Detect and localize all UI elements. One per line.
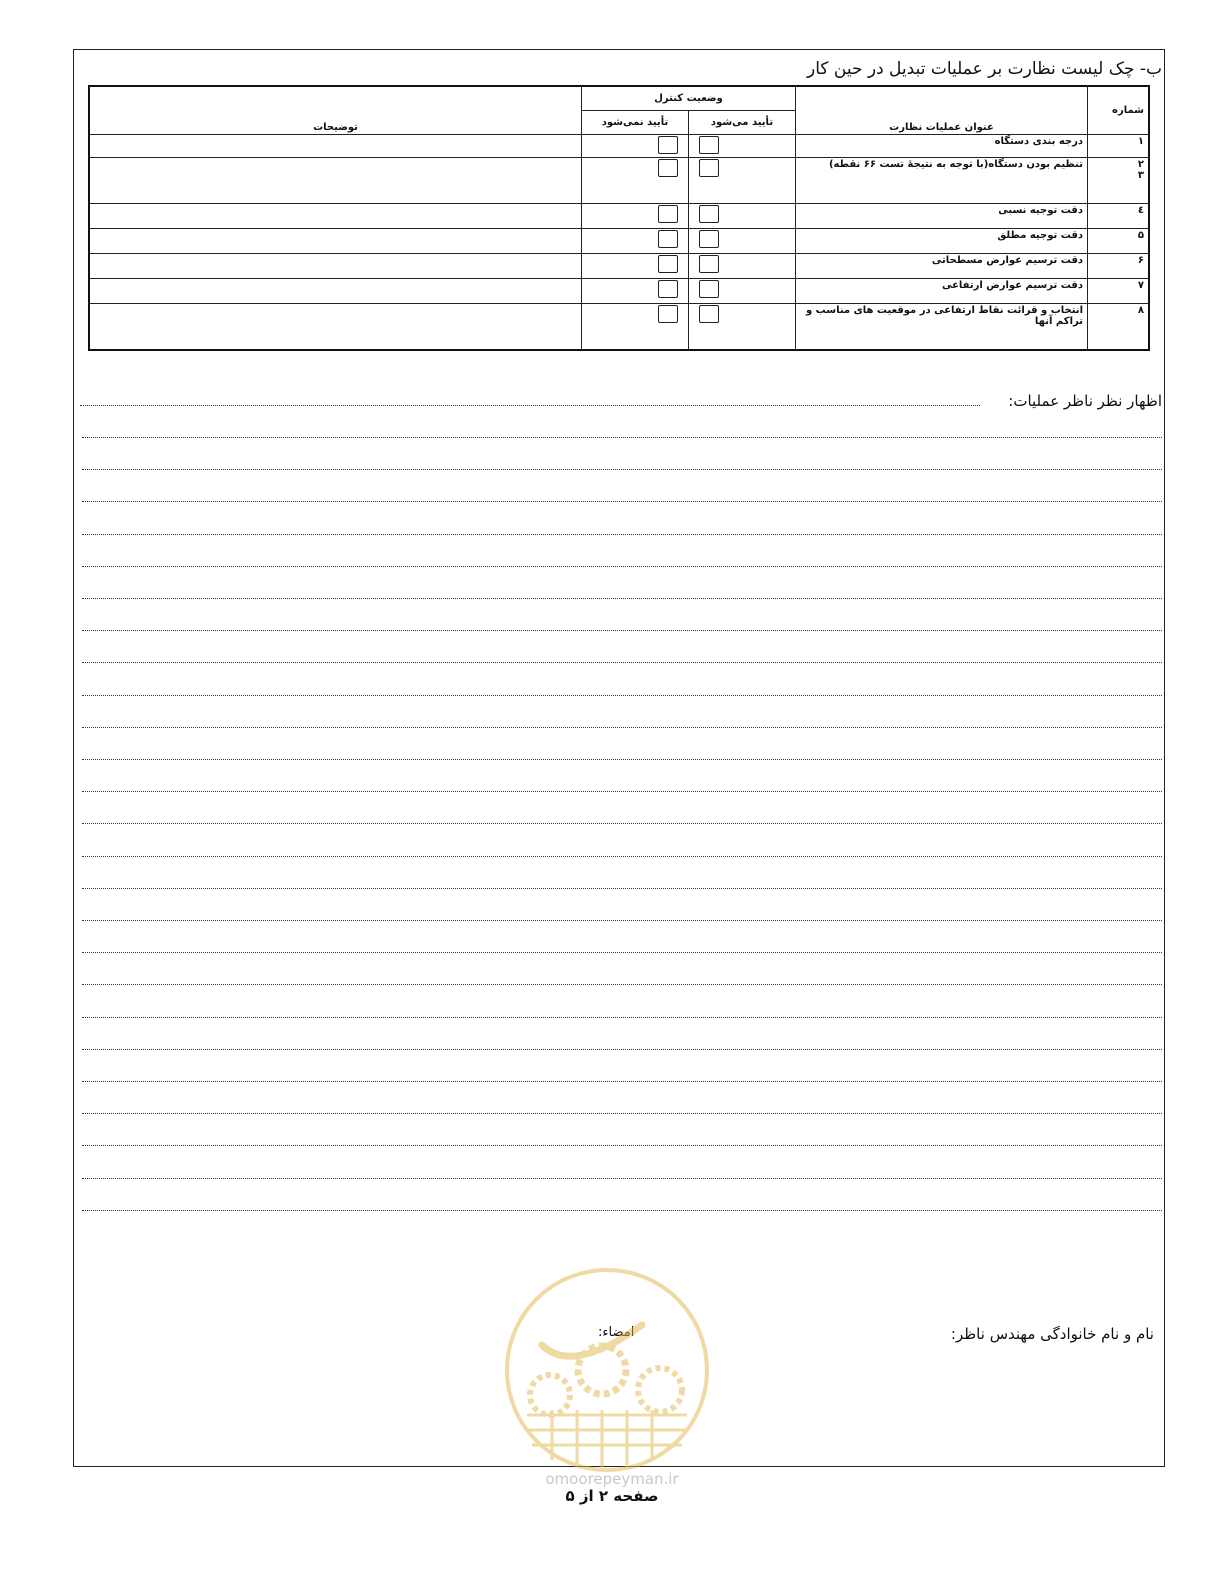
row-title: دقت توجیه مطلق bbox=[796, 229, 1088, 254]
approved-cell bbox=[689, 229, 796, 254]
row-number: ۵ bbox=[1088, 229, 1150, 254]
not-approved-checkbox[interactable] bbox=[658, 255, 678, 273]
row-number: ۷ bbox=[1088, 279, 1150, 304]
col-ok-header: تأیید می‌شود bbox=[689, 111, 796, 135]
writing-line[interactable] bbox=[82, 791, 1162, 792]
writing-line[interactable] bbox=[82, 856, 1162, 857]
writing-line[interactable] bbox=[82, 1145, 1162, 1146]
row-description[interactable] bbox=[89, 304, 582, 350]
not-approved-checkbox[interactable] bbox=[658, 205, 678, 223]
table-row bbox=[89, 204, 1149, 229]
opinion-first-line[interactable] bbox=[80, 405, 980, 406]
table-row bbox=[89, 279, 1149, 304]
writing-line[interactable] bbox=[82, 630, 1162, 631]
writing-line[interactable] bbox=[82, 1113, 1162, 1114]
approved-checkbox[interactable] bbox=[699, 305, 719, 323]
row-title: درجه بندی دستگاه bbox=[796, 135, 1088, 158]
engineer-name-label: نام و نام خانوادگی مهندس ناظر: bbox=[950, 1325, 1154, 1343]
approved-cell bbox=[689, 135, 796, 158]
table-row bbox=[89, 135, 1149, 158]
company-stamp-logo bbox=[502, 1265, 712, 1475]
not-approved-cell bbox=[582, 158, 689, 204]
writing-line[interactable] bbox=[82, 1210, 1162, 1211]
row-title: دقت ترسیم عوارض ارتفاعی bbox=[796, 279, 1088, 304]
not-approved-checkbox[interactable] bbox=[658, 159, 678, 177]
table-row bbox=[89, 158, 1149, 204]
row-number: ۶ bbox=[1088, 254, 1150, 279]
approved-checkbox[interactable] bbox=[699, 255, 719, 273]
writing-line[interactable] bbox=[82, 1017, 1162, 1018]
row-title: دقت توجیه نسبی bbox=[796, 204, 1088, 229]
approved-cell bbox=[689, 204, 796, 229]
row-number: ٤ bbox=[1088, 204, 1150, 229]
approved-cell bbox=[689, 279, 796, 304]
not-approved-cell bbox=[582, 229, 689, 254]
row-description[interactable] bbox=[89, 204, 582, 229]
col-desc-header: توضیحات bbox=[89, 86, 582, 135]
approved-checkbox[interactable] bbox=[699, 136, 719, 154]
row-title: انتخاب و قرائت نقاط ارتفاعی در موقعیت های مناسب و تراکم آنها bbox=[796, 304, 1088, 350]
opinion-label: اظهار نظر ناظر عملیات: bbox=[1008, 392, 1162, 410]
row-description[interactable] bbox=[89, 279, 582, 304]
writing-line[interactable] bbox=[82, 695, 1162, 696]
row-description[interactable] bbox=[89, 135, 582, 158]
row-number: ۱ bbox=[1088, 135, 1150, 158]
signature-label: امضاء: bbox=[598, 1325, 635, 1340]
writing-line[interactable] bbox=[82, 469, 1162, 470]
writing-line[interactable] bbox=[82, 662, 1162, 663]
col-number-header: شماره bbox=[1088, 86, 1150, 135]
col-status-header: وضعیت کنترل bbox=[582, 86, 796, 111]
writing-line[interactable] bbox=[82, 534, 1162, 535]
writing-line[interactable] bbox=[82, 1178, 1162, 1179]
writing-line[interactable] bbox=[82, 984, 1162, 985]
approved-checkbox[interactable] bbox=[699, 205, 719, 223]
not-approved-checkbox[interactable] bbox=[658, 280, 678, 298]
table-row bbox=[89, 304, 1149, 350]
writing-line[interactable] bbox=[82, 888, 1162, 889]
writing-line[interactable] bbox=[82, 501, 1162, 502]
row-title: دقت ترسیم عوارض مسطحاتی bbox=[796, 254, 1088, 279]
writing-line[interactable] bbox=[82, 823, 1162, 824]
approved-cell bbox=[689, 158, 796, 204]
not-approved-cell bbox=[582, 304, 689, 350]
writing-line[interactable] bbox=[82, 598, 1162, 599]
approved-cell bbox=[689, 254, 796, 279]
not-approved-checkbox[interactable] bbox=[658, 230, 678, 248]
not-approved-cell bbox=[582, 254, 689, 279]
section-title: ب- چک لیست نظارت بر عملیات تبدیل در حین کار bbox=[807, 59, 1162, 79]
writing-line[interactable] bbox=[82, 566, 1162, 567]
approved-cell bbox=[689, 304, 796, 350]
approved-checkbox[interactable] bbox=[699, 230, 719, 248]
approved-checkbox[interactable] bbox=[699, 159, 719, 177]
watermark-url: omoorepeyman.ir bbox=[545, 1470, 679, 1488]
table-row bbox=[89, 229, 1149, 254]
row-description[interactable] bbox=[89, 229, 582, 254]
table-header-row bbox=[89, 86, 1149, 111]
approved-checkbox[interactable] bbox=[699, 280, 719, 298]
writing-line[interactable] bbox=[82, 920, 1162, 921]
writing-line[interactable] bbox=[82, 1081, 1162, 1082]
not-approved-cell bbox=[582, 204, 689, 229]
col-title-header: عنوان عملیات نظارت bbox=[796, 86, 1088, 135]
row-number: ۲ ۳ bbox=[1088, 158, 1150, 204]
page-number-footer: صفحه ۲ از ۵ bbox=[565, 1487, 659, 1505]
row-description[interactable] bbox=[89, 158, 582, 204]
row-description[interactable] bbox=[89, 254, 582, 279]
col-not-ok-header: تأیید نمی‌شود bbox=[582, 111, 689, 135]
row-number: ۸ bbox=[1088, 304, 1150, 350]
not-approved-cell bbox=[582, 135, 689, 158]
writing-line[interactable] bbox=[82, 952, 1162, 953]
writing-line[interactable] bbox=[82, 759, 1162, 760]
row-title: تنظیم بودن دستگاه(با توجه به نتیجهٔ تست ۶۶ نقطه) bbox=[796, 158, 1088, 204]
not-approved-checkbox[interactable] bbox=[658, 136, 678, 154]
writing-line[interactable] bbox=[82, 1049, 1162, 1050]
not-approved-cell bbox=[582, 279, 689, 304]
table-row bbox=[89, 254, 1149, 279]
writing-line[interactable] bbox=[82, 437, 1162, 438]
not-approved-checkbox[interactable] bbox=[658, 305, 678, 323]
checklist-table bbox=[88, 85, 1150, 351]
table-body bbox=[89, 135, 1149, 350]
writing-line[interactable] bbox=[82, 727, 1162, 728]
